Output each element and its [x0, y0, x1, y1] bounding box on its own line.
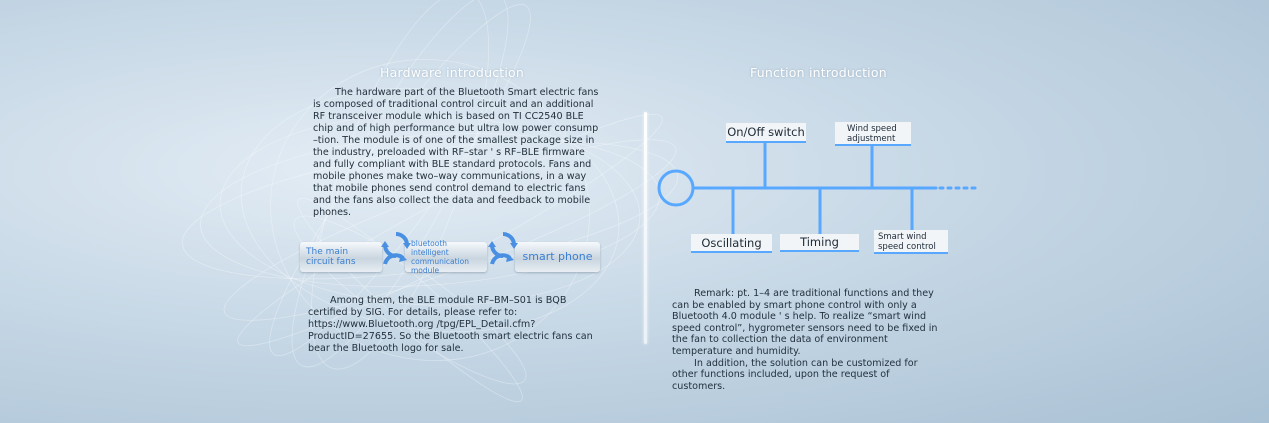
function-title: Function introduction — [750, 65, 887, 80]
circular-arrow-icon — [381, 252, 411, 282]
timing-node: Timing — [780, 234, 859, 252]
section-divider — [644, 112, 647, 344]
on-off-switch-node: On/Off switch — [726, 123, 806, 143]
hardware-title: Hardware introduction — [380, 65, 525, 80]
wind-speed-node: Wind speed adjustment — [835, 122, 911, 146]
bluetooth-module-pill: bluetooth intelligent communication module — [405, 242, 487, 272]
smart-phone-pill: smart phone — [515, 242, 600, 272]
function-remark: Remark: pt. 1–4 are traditional functions and they can be enabled by smart phone control with only a Bluetooth 4.0 module ' s help. To realize “smart wind speed control”, hygrometer sensors need to be fixed in the fan to collection the data of environment temperature and humidity. In addition, the solution can be customized for other functions included, upon the request of customers. — [672, 288, 938, 392]
oscillating-node: Oscillating — [691, 234, 772, 253]
hardware-description: The hardware part of the Bluetooth Smart electric fans is composed of traditional control circuit and an additional RF transceiver module which is based on TI CC2540 BLE chip and of high performance but ultra low power consump –tion. The module is of one of the smallest package size in the industry, preloaded with RF–star ' s RF–BLE firmware and fully compliant with BLE standard protocols. Fans and mobile phones make two–way communications, in a way that mobile phones send control demand to electric fans and the fans also collect the data and feedback to mobile phones. — [313, 87, 599, 218]
circular-arrow-icon — [488, 252, 518, 282]
certification-note: Among them, the BLE module RF–BM–S01 is BQB certified by SIG. For details, please refer to: https://www.Bluetooth.org /tpg/EPL_Detail.cfm?ProductID=27655. So the Bluetooth smart electric fans can bear the Bluetooth logo for sale. — [308, 295, 593, 354]
smart-wind-node: Smart wind speed control — [874, 230, 948, 254]
main-circuit-pill: The main circuit fans — [300, 242, 382, 272]
